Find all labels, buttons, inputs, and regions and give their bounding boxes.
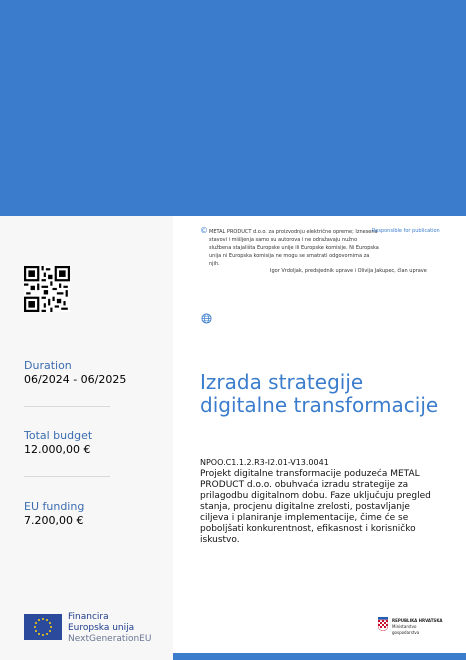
eu-funding-label: EU funding <box>24 500 85 513</box>
croatia-coat-of-arms-icon <box>378 617 388 631</box>
eu-flag-icon <box>24 614 62 640</box>
eu-logo-line3: NextGenerationEU <box>68 634 152 644</box>
project-title: Izrada strategije digitalne transformacije <box>200 370 439 417</box>
eu-funding-logo-text <box>68 612 151 645</box>
project-description: Projekt digitalne transformacije poduzeća METAL PRODUCT d.o.o. obuhvaća izradu strategije za prilagodbu digitalnom dobu. Faze uključuju pregled stanja, procjenu digitalne zrelosti, postavljanje ciljeva i planiranje implementacije, čime će se poboljšati konkurentnost, efikasnost i korisničko iskustvo. <box>200 469 431 545</box>
qr-code-icon[interactable] <box>24 266 70 312</box>
header-banner <box>0 0 466 216</box>
croatia-line3: gospodarstva <box>392 630 420 635</box>
duration-value: 06/2024 - 06/2025 <box>24 373 127 386</box>
duration-label: Duration <box>24 359 72 372</box>
divider <box>24 406 110 407</box>
eu-funding-value: 7.200,00 € <box>24 514 84 527</box>
signers-text: Igor Vrdoljak, predsjednik uprave i Olivija Jakupec, član uprave <box>270 268 427 274</box>
bottom-accent-bar <box>173 653 466 660</box>
croatia-line2: Ministarstvo <box>392 624 417 629</box>
eu-logo-line2: Europska unija <box>68 623 135 633</box>
project-code: NPOO.C1.1.2.R3-I2.01-V13.0041 <box>200 458 329 467</box>
responsible-publication-link[interactable]: Responsible for publication <box>372 228 440 234</box>
copyright-icon: © <box>200 226 208 235</box>
globe-icon[interactable] <box>201 313 212 324</box>
disclaimer-text: METAL PRODUCT d.o.o. za proizvodnju električne opreme; Iznesena stavovi i mišljenja samo su autorova i ne odražavaju nužno službena stajališta Europske unije ili Europske komisije. Ni Europska unija ni Europska komisija ne mogu se smatrati odgovornima za njih. <box>209 229 379 267</box>
budget-label: Total budget <box>24 429 93 442</box>
eu-logo-line1: Financira <box>68 612 109 622</box>
croatia-line1: REPUBLIKA HRVATSKA <box>392 618 443 623</box>
divider <box>24 476 110 477</box>
budget-value: 12.000,00 € <box>24 443 91 456</box>
croatia-ministry-text <box>392 618 443 636</box>
